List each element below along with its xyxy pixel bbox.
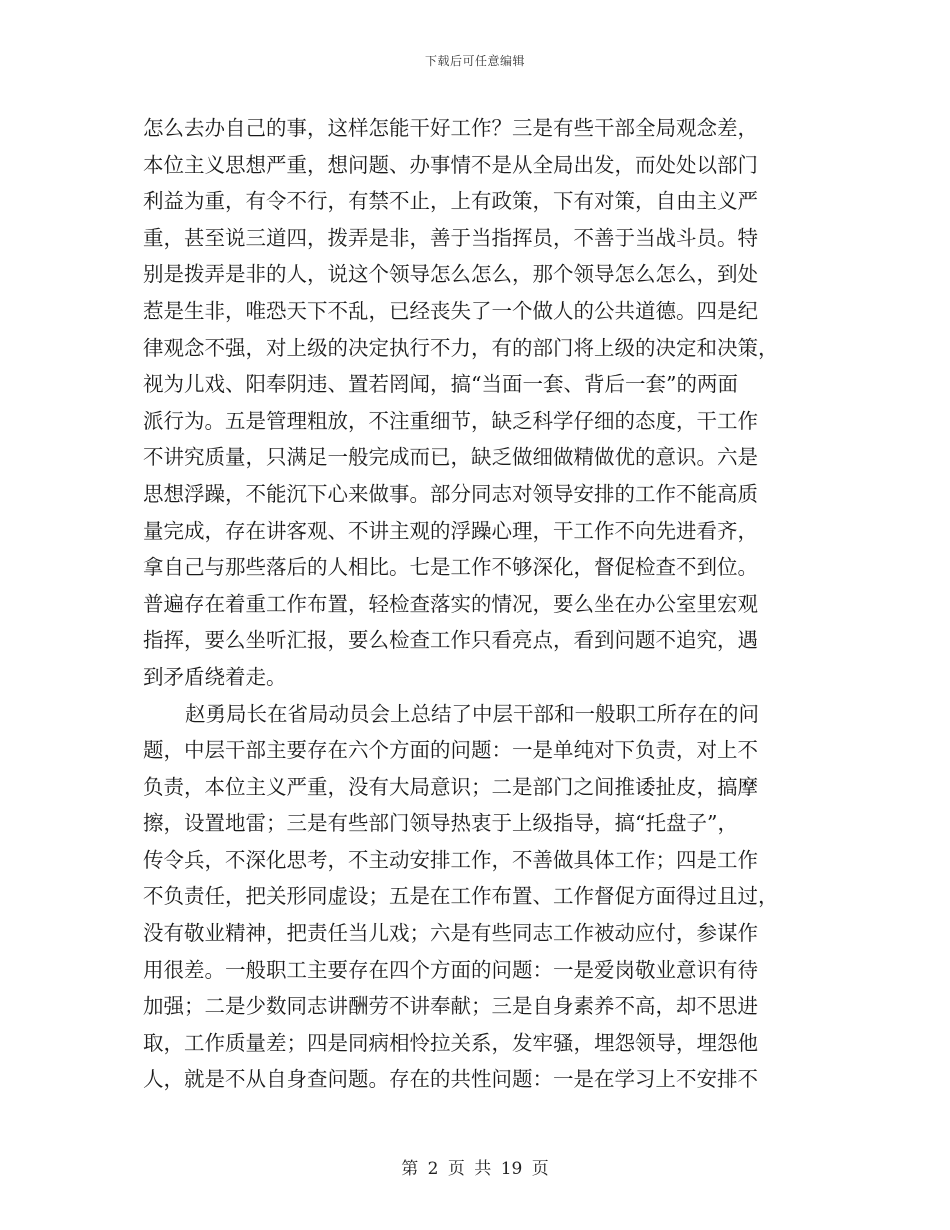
text-line: 派行为。五是管理粗放，不注重细节，缺乏科学仔细的态度，干工作	[143, 408, 758, 433]
text-line: 重，甚至说三道四，拨弄是非，善于当指挥员，不善于当战斗员。特	[143, 225, 758, 250]
text-line: 别是拨弄是非的人，说这个领导怎么怎么，那个领导怎么怎么，到处	[143, 262, 758, 287]
text-line: 负责，本位主义严重，没有大局意识；二是部门之间推诿扯皮，搞摩	[143, 774, 758, 799]
text-line: 擦，设置地雷；三是有些部门领导热衷于上级指导，搞“托盘子”，	[143, 811, 738, 836]
text-line: 量完成，存在讲客观、不讲主观的浮躁心理，干工作不向先进看齐，	[143, 518, 758, 543]
text-line: 赵勇局长在省局动员会上总结了中层干部和一般职工所存在的问	[185, 701, 759, 726]
text-line: 不负责任，把关形同虚设；五是在工作布置、工作督促方面得过且过，	[143, 884, 779, 909]
text-line: 拿自己与那些落后的人相比。七是工作不够深化，督促检查不到位。	[143, 555, 758, 580]
text-line: 惹是生非，唯恐天下不乱，已经丧失了一个做人的公共道德。四是纪	[143, 298, 758, 323]
paragraph-1	[143, 110, 803, 696]
text-line: 传令兵，不深化思考，不主动安排工作，不善做具体工作；四是工作	[143, 847, 758, 872]
text-line: 没有敬业精神，把责任当儿戏；六是有些同志工作被动应付，参谋作	[143, 921, 758, 946]
text-line: 不讲究质量，只满足一般完成而已，缺乏做细做精做优的意识。六是	[143, 445, 758, 470]
text-line: 怎么去办自己的事，这样怎能干好工作？三是有些干部全局观念差，	[143, 116, 758, 140]
page-number-footer: 第 2 页 共 19 页	[401, 1159, 549, 1179]
text-line: 思想浮躁，不能沉下心来做事。部分同志对领导安排的工作不能高质	[143, 481, 758, 506]
text-line: 视为儿戏、阳奉阴违、置若罔闻，搞“当面一套、背后一套”的两面	[143, 372, 738, 397]
text-line: 利益为重，有令不行，有禁不止，上有政策，下有对策，自由主义严	[143, 189, 758, 214]
text-line: 取，工作质量差；四是同病相怜拉关系，发牢骚，埋怨领导，埋怨他	[143, 1030, 758, 1055]
text-line: 到矛盾绕着走。	[143, 664, 287, 689]
text-line: 用很差。一般职工主要存在四个方面的问题：一是爱岗敬业意识有待	[143, 957, 758, 982]
text-line: 题，中层干部主要存在六个方面的问题：一是单纯对下负责，对上不	[143, 738, 758, 763]
paragraph-2	[143, 696, 803, 1099]
text-line: 指挥，要么坐听汇报，要么检查工作只看亮点，看到问题不追究，遇	[143, 628, 758, 653]
text-line: 律观念不强，对上级的决定执行不力，有的部门将上级的决定和决策，	[143, 335, 779, 360]
text-line: 普遍存在着重工作布置，轻检查落实的情况，要么坐在办公室里宏观	[143, 591, 758, 616]
text-line: 本位主义思想严重，想问题、办事情不是从全局出发，而处处以部门	[143, 152, 758, 177]
text-line: 加强；二是少数同志讲酬劳不讲奉献；三是自身素养不高，却不思进	[143, 994, 758, 1019]
text-line: 人，就是不从自身查问题。存在的共性问题：一是在学习上不安排不	[143, 1067, 758, 1092]
page-header-note: 下载后可任意编辑	[424, 54, 525, 68]
document-body	[143, 110, 803, 1098]
